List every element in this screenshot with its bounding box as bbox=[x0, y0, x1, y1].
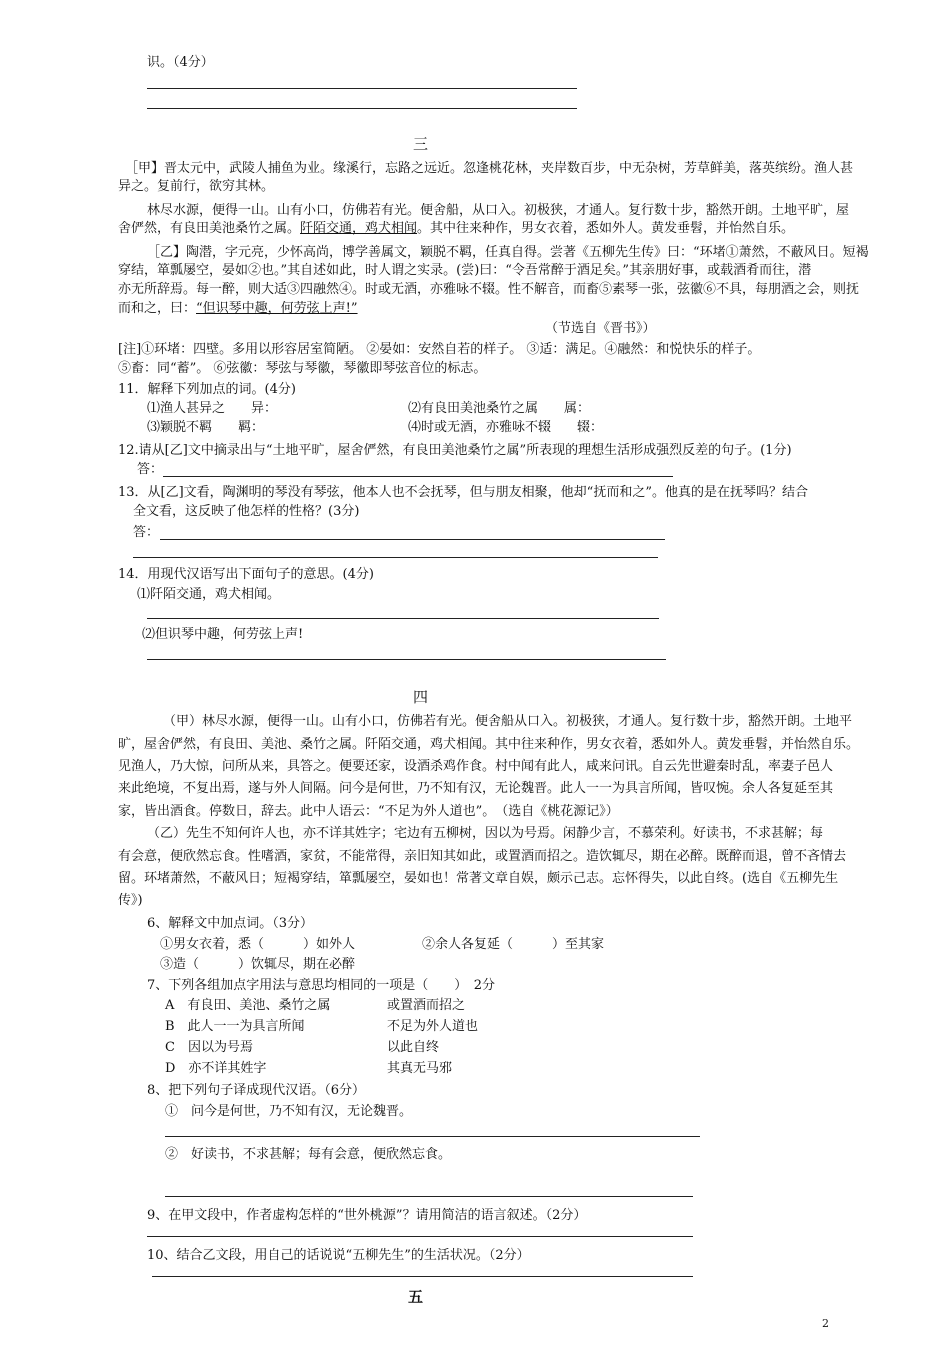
underlined-sentence: 阡陌交通，鸡犬相闻 bbox=[300, 221, 418, 236]
passage-jia-line: 见渔人，乃大惊，问所从来，具答之。便要还家，设酒杀鸡作食。村中闻有此人，咸来问讯。自云先世避秦时乱，率妻子邑人 bbox=[118, 759, 834, 774]
annotation-line: ⑤畜：同“蓄”。 ⑥弦徽：琴弦与琴徽，琴徽即琴弦音位的标志。 bbox=[118, 361, 487, 376]
answer-line bbox=[147, 88, 577, 89]
question-7-option: C 因以为号焉 bbox=[165, 1040, 253, 1055]
passage-yi-line: 传》) bbox=[118, 893, 143, 908]
answer-label: 答： bbox=[137, 462, 164, 477]
question-14-item: ⑴阡陌交通，鸡犬相闻。 bbox=[137, 587, 281, 602]
question-11-item: ⑷时或无酒，亦雅咏不辍 辍： bbox=[408, 420, 604, 435]
question-14: 14．用现代汉语写出下面句子的意思。(4分) bbox=[118, 567, 374, 582]
question-7: 7、下列各组加点字用法与意思均相同的一项是（ ） 2分 bbox=[147, 978, 496, 993]
passage-source: （节选自《晋书》） bbox=[545, 321, 656, 336]
passage-text: 。其中往来种作，男女衣着，悉如外人。黄发垂髫，并怡然自乐。 bbox=[417, 221, 795, 236]
passage-jia-line: 来此绝境，不复出焉，遂与外人间隔。问今是何世，乃不知有汉，无论魏晋。此人一一为具言所闻，皆叹惋。余人各复延至其 bbox=[118, 781, 834, 796]
passage-jia-line: 异之。复前行，欲穷其林。 bbox=[118, 179, 275, 194]
question-7-option: D 亦不详其姓字 bbox=[165, 1061, 267, 1076]
answer-line bbox=[152, 1276, 693, 1277]
answer-line bbox=[133, 557, 658, 558]
passage-yi-line bbox=[118, 302, 358, 315]
passage-text: 而和之，曰： bbox=[118, 301, 197, 316]
question-12: 12.请从[乙]文中摘录出与“土地平旷，屋舍俨然，有良田美池桑竹之属”所表现的理想生活形成强烈反差的句子。(1分) bbox=[118, 443, 792, 458]
page-number: 2 bbox=[822, 1317, 829, 1330]
question-11: 11．解释下列加点的词。(4分) bbox=[118, 382, 296, 397]
question-8-item: ② 好读书，不求甚解；每有会意，便欣然忘食。 bbox=[165, 1147, 452, 1162]
question-9: 9、在甲文段中，作者虚构怎样的“世外桃源”？请用简洁的语言叙述。（2分） bbox=[147, 1208, 587, 1223]
question-8: 8、把下列句子译成现代汉语。（6分） bbox=[147, 1083, 366, 1098]
question-13: 全文看，这反映了他怎样的性格？(3分) bbox=[133, 504, 360, 519]
question-11-item: ⑶颖脱不羁 羁： bbox=[147, 420, 265, 435]
question-8-item: ① 问今是何世，乃不知有汉，无论魏晋。 bbox=[165, 1104, 413, 1119]
underlined-sentence: “但识琴中趣，何劳弦上声!” bbox=[196, 301, 358, 316]
passage-jia-line: 家，皆出酒食。停数日，辞去。此中人语云：“不足为外人道也”。 （选自《桃花源记》） bbox=[118, 804, 619, 819]
question-7-option: B 此人一一为具言所闻 bbox=[165, 1019, 305, 1034]
passage-yi-line: 留。环堵萧然，不蔽风日；短褐穿结，箪瓢屡空，晏如也！常著文章自娱，颇示己志。忘怀得失，以此自终。(选自《五柳先生 bbox=[118, 871, 839, 886]
passage-yi-line: 穿结，箪瓢屡空，晏如②也。”其自述如此，时人谓之实录。(尝)曰：“令吾常醉于酒足矣。”其亲朋好事，或载酒肴而往，潜 bbox=[118, 263, 812, 278]
section-four-title: 四 bbox=[413, 688, 429, 706]
passage-jia-line: ［甲】晋太元中，武陵人捕鱼为业。缘溪行，忘路之远近。忽逢桃花林，夹岸数百步，中无杂树，芳草鲜美，落英缤纷。渔人甚 bbox=[125, 161, 854, 176]
answer-line bbox=[160, 539, 665, 540]
question-7-option: 以此自终 bbox=[387, 1040, 440, 1055]
passage-yi-line: 有会意，便欣然忘食。性嗜酒，家贫，不能常得，亲旧知其如此，或置酒而招之。造饮辄尽，期在必醉。既醉而退，曾不吝情去 bbox=[118, 849, 847, 864]
question-10: 10、结合乙文段，用自己的话说说“五柳先生”的生活状况。（2分） bbox=[147, 1248, 530, 1263]
question-11-item: ⑵有良田美池桑竹之属 属： bbox=[408, 401, 591, 416]
answer-line bbox=[163, 476, 673, 477]
section-three-title: 三 bbox=[413, 135, 429, 153]
question-7-option: 或置酒而招之 bbox=[387, 998, 466, 1013]
prev-question-tail: 识。（4分） bbox=[147, 55, 214, 70]
answer-label: 答： bbox=[133, 525, 160, 540]
question-13: 13．从[乙]文看，陶渊明的琴没有琴弦，他本人也不会抚琴，但与朋友相聚，他却“抚而和之”。他真的是在抚琴吗？结合 bbox=[118, 485, 808, 500]
question-6: 6、解释文中加点词。（3分） bbox=[147, 916, 314, 931]
answer-line bbox=[147, 618, 659, 619]
passage-yi-line: （乙）先生不知何许人也，亦不详其姓字；宅边有五柳树，因以为号焉。闲静少言，不慕荣利。好读书，不求甚解；每 bbox=[147, 826, 824, 841]
answer-line bbox=[165, 1136, 700, 1137]
passage-text: 舍俨然，有良田美池桑竹之属。 bbox=[118, 221, 301, 236]
question-7-option: 其真无马邪 bbox=[387, 1061, 453, 1076]
answer-line bbox=[147, 659, 666, 660]
section-five-title: 五 bbox=[408, 1288, 424, 1306]
answer-line bbox=[147, 108, 577, 109]
question-6-item: ②余人各复延（ ）至其家 bbox=[422, 937, 605, 952]
question-7-option: A 有良田、美池、桑竹之属 bbox=[165, 998, 331, 1013]
question-14-item: ⑵但识琴中趣，何劳弦上声! bbox=[142, 627, 304, 642]
passage-jia-line: （甲）林尽水源，便得一山。山有小口，仿佛若有光。便舍船从口入。初极狭，才通人。复行数十步，豁然开朗。土地平 bbox=[163, 714, 853, 729]
passage-jia-line bbox=[118, 222, 794, 235]
question-6-item: ③造（ ）饮辄尽，期在必醉 bbox=[160, 957, 356, 972]
passage-jia-line: 旷，屋舍俨然，有良田、美池、桑竹之属。阡陌交通，鸡犬相闻。其中往来种作，男女衣着，悉如外人。黄发垂髫，并怡然自乐。 bbox=[118, 737, 860, 752]
answer-line bbox=[147, 1236, 693, 1237]
question-6-item: ①男女衣着，悉（ ）如外人 bbox=[160, 937, 356, 952]
question-7-option: 不足为外人道也 bbox=[387, 1019, 479, 1034]
annotation-line: [注]①环堵：四壁。多用以形容居室简陋。 ②晏如：安然自若的样子。 ③适：满足。④融然：和悦快乐的样子。 bbox=[118, 342, 761, 357]
answer-line bbox=[165, 1196, 693, 1197]
passage-yi-line: ［乙】陶潜，字元亮，少怀高尚，博学善属文，颖脱不羁，任真自得。尝著《五柳先生传》曰：“环堵①萧然，不蔽风日。短褐 bbox=[147, 245, 869, 260]
passage-jia-line: 林尽水源，便得一山。山有小口，仿佛若有光。便舍船，从口入。初极狭，才通人。复行数十步，豁然开朗。土地平旷，屋 bbox=[147, 203, 850, 218]
passage-yi-line: 亦无所辞焉。每一醉，则大适③四融然④。时或无酒，亦雅咏不辍。性不解音，而畜⑤素琴一张，弦徽⑥不具，每朋酒之会，则抚 bbox=[118, 282, 860, 297]
question-11-item: ⑴渔人甚异之 异： bbox=[147, 401, 278, 416]
